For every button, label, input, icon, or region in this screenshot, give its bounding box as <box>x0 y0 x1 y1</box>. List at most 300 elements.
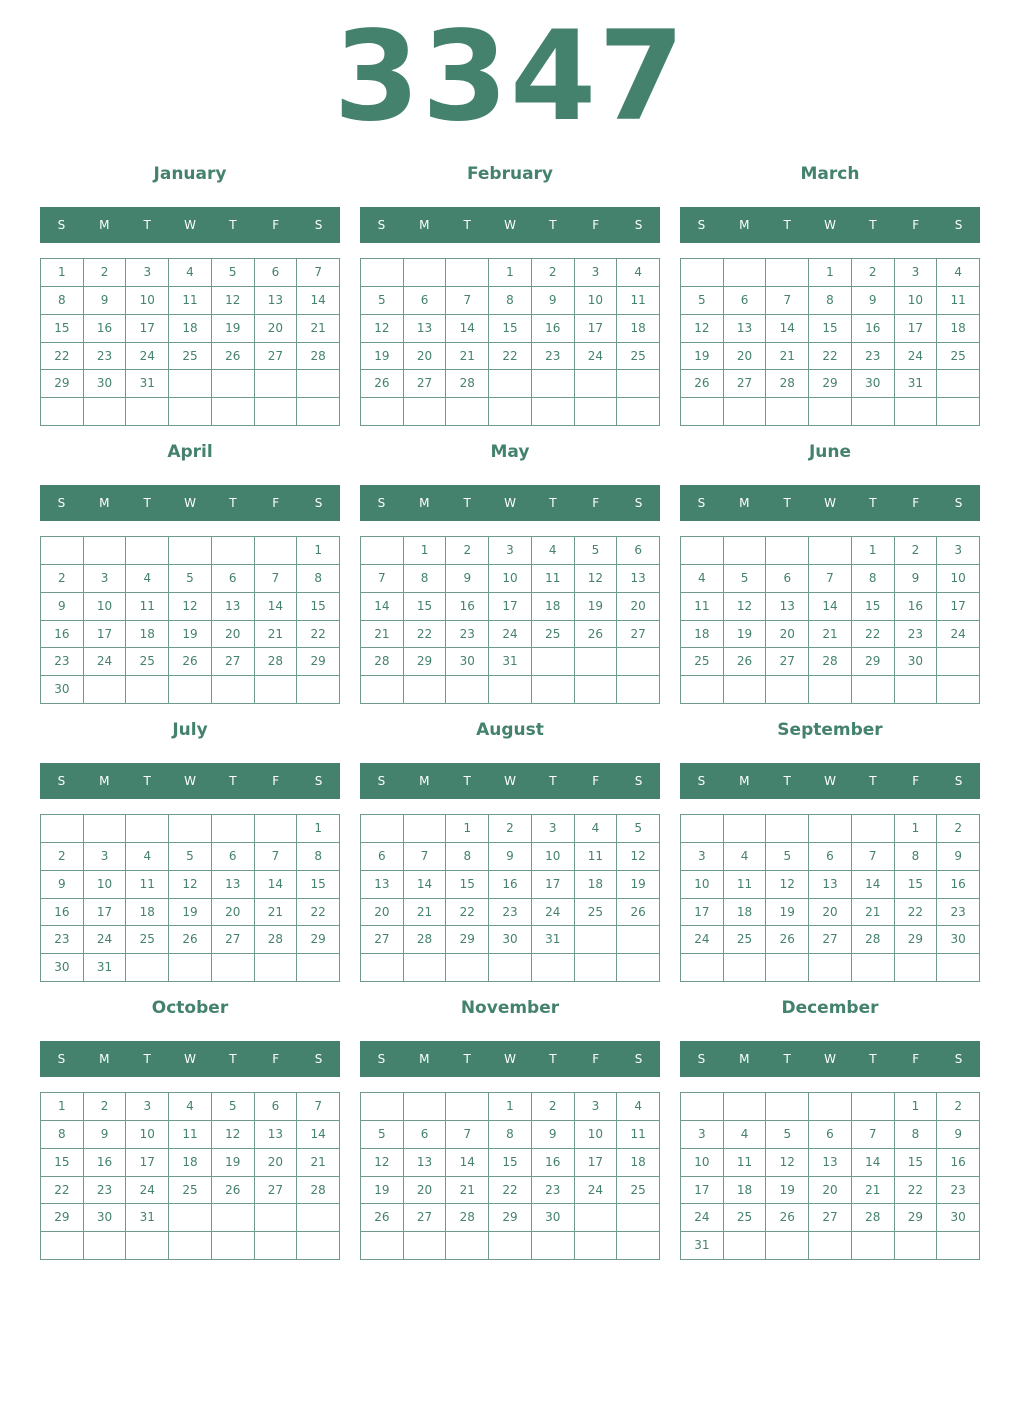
weekday-label: S <box>954 1052 963 1066</box>
day-cell: 10 <box>681 1149 724 1177</box>
day-cell: 7 <box>297 1093 340 1121</box>
empty-day-cell <box>617 1232 660 1260</box>
month-title: March <box>800 164 860 184</box>
day-cell: 26 <box>212 343 255 371</box>
weekday-label: S <box>314 774 323 788</box>
month-title: December <box>781 998 879 1018</box>
weekday-label: S <box>377 774 386 788</box>
weekday-label: W <box>184 1052 196 1066</box>
empty-day-cell <box>617 954 660 982</box>
day-cell: 7 <box>255 565 298 593</box>
day-cell: 27 <box>255 1177 298 1205</box>
day-cell: 3 <box>532 815 575 843</box>
day-cell: 5 <box>212 259 255 287</box>
day-cell: 27 <box>617 621 660 649</box>
day-cell: 28 <box>446 1204 489 1232</box>
empty-day-cell <box>126 815 169 843</box>
day-cell: 26 <box>169 648 212 676</box>
weekday-header <box>40 207 340 243</box>
weekday-label: T <box>463 774 471 788</box>
empty-day-cell <box>446 1232 489 1260</box>
empty-day-cell <box>255 537 298 565</box>
day-cell: 13 <box>809 871 852 899</box>
day-cell: 10 <box>575 287 618 315</box>
empty-day-cell <box>446 259 489 287</box>
day-cell: 19 <box>766 1177 809 1205</box>
day-cell: 28 <box>255 648 298 676</box>
empty-day-cell <box>84 537 127 565</box>
empty-day-cell <box>852 1093 895 1121</box>
weekday-header <box>360 763 660 799</box>
empty-day-cell <box>489 370 532 398</box>
day-cell: 12 <box>575 565 618 593</box>
day-grid <box>680 536 980 704</box>
month-title: November <box>460 998 560 1018</box>
day-cell: 27 <box>255 343 298 371</box>
day-cell: 23 <box>446 621 489 649</box>
weekday-label: S <box>697 218 706 232</box>
weekday-label: T <box>783 1052 791 1066</box>
day-cell: 5 <box>681 287 724 315</box>
empty-day-cell <box>41 815 84 843</box>
empty-day-cell <box>361 1232 404 1260</box>
day-cell: 20 <box>404 343 447 371</box>
day-cell: 14 <box>297 287 340 315</box>
day-cell: 8 <box>297 843 340 871</box>
day-cell: 30 <box>41 954 84 982</box>
day-cell: 28 <box>361 648 404 676</box>
day-cell: 28 <box>852 1204 895 1232</box>
empty-day-cell <box>809 1093 852 1121</box>
day-cell: 24 <box>681 1204 724 1232</box>
weekday-label: S <box>954 218 963 232</box>
day-cell: 7 <box>809 565 852 593</box>
day-cell: 31 <box>84 954 127 982</box>
weekday-label: S <box>634 218 643 232</box>
day-cell: 3 <box>681 1121 724 1149</box>
day-cell: 30 <box>41 676 84 704</box>
empty-day-cell <box>532 676 575 704</box>
day-cell: 9 <box>41 593 84 621</box>
day-cell: 3 <box>84 843 127 871</box>
day-cell: 18 <box>724 1177 767 1205</box>
day-cell: 11 <box>532 565 575 593</box>
day-cell: 1 <box>895 815 938 843</box>
day-cell: 22 <box>41 1177 84 1205</box>
day-cell: 19 <box>724 621 767 649</box>
day-cell: 13 <box>361 871 404 899</box>
empty-day-cell <box>404 259 447 287</box>
empty-day-cell <box>617 926 660 954</box>
day-cell: 17 <box>575 315 618 343</box>
day-cell: 20 <box>809 899 852 927</box>
weekday-label: T <box>549 1052 557 1066</box>
empty-day-cell <box>404 676 447 704</box>
empty-day-cell <box>169 537 212 565</box>
day-cell: 10 <box>489 565 532 593</box>
day-cell: 3 <box>575 1093 618 1121</box>
weekday-header <box>680 1041 980 1077</box>
day-cell: 2 <box>937 815 980 843</box>
day-cell: 30 <box>937 926 980 954</box>
day-cell: 12 <box>681 315 724 343</box>
day-cell: 29 <box>41 1204 84 1232</box>
day-cell: 18 <box>169 315 212 343</box>
empty-day-cell <box>681 259 724 287</box>
empty-day-cell <box>297 398 340 426</box>
day-cell: 11 <box>617 1121 660 1149</box>
day-cell: 13 <box>809 1149 852 1177</box>
empty-day-cell <box>852 1232 895 1260</box>
empty-day-cell <box>575 398 618 426</box>
empty-day-cell <box>212 1232 255 1260</box>
weekday-label: F <box>272 496 280 510</box>
weekday-label: M <box>739 774 750 788</box>
day-cell: 21 <box>361 621 404 649</box>
day-cell: 24 <box>937 621 980 649</box>
day-cell: 4 <box>681 565 724 593</box>
weekday-label: T <box>229 1052 237 1066</box>
empty-day-cell <box>446 676 489 704</box>
day-cell: 23 <box>489 899 532 927</box>
day-cell: 12 <box>361 315 404 343</box>
day-cell: 3 <box>937 537 980 565</box>
day-cell: 23 <box>937 899 980 927</box>
weekday-label: S <box>314 496 323 510</box>
empty-day-cell <box>937 954 980 982</box>
day-cell: 3 <box>681 843 724 871</box>
day-cell: 25 <box>724 1204 767 1232</box>
day-cell: 15 <box>489 1149 532 1177</box>
month-july <box>40 714 340 984</box>
day-cell: 17 <box>937 593 980 621</box>
weekday-label: F <box>912 1052 920 1066</box>
day-cell: 27 <box>212 926 255 954</box>
empty-day-cell <box>766 815 809 843</box>
weekday-label: S <box>57 496 66 510</box>
day-cell: 20 <box>404 1177 447 1205</box>
day-cell: 2 <box>532 259 575 287</box>
empty-day-cell <box>255 370 298 398</box>
day-cell: 3 <box>126 259 169 287</box>
weekday-label: T <box>143 218 151 232</box>
empty-day-cell <box>766 398 809 426</box>
empty-day-cell <box>297 1232 340 1260</box>
empty-day-cell <box>169 954 212 982</box>
day-cell: 22 <box>489 343 532 371</box>
empty-day-cell <box>361 676 404 704</box>
month-title: January <box>153 164 227 184</box>
day-cell: 20 <box>212 899 255 927</box>
day-cell: 14 <box>766 315 809 343</box>
empty-day-cell <box>489 398 532 426</box>
empty-day-cell <box>361 815 404 843</box>
day-cell: 1 <box>404 537 447 565</box>
day-cell: 22 <box>489 1177 532 1205</box>
day-cell: 4 <box>126 843 169 871</box>
day-cell: 16 <box>489 871 532 899</box>
day-cell: 27 <box>361 926 404 954</box>
day-cell: 2 <box>895 537 938 565</box>
weekday-label: W <box>504 218 516 232</box>
day-grid <box>40 536 340 704</box>
day-cell: 2 <box>41 565 84 593</box>
day-cell: 3 <box>84 565 127 593</box>
weekday-label: S <box>377 1052 386 1066</box>
empty-day-cell <box>361 954 404 982</box>
weekday-label: W <box>504 1052 516 1066</box>
day-cell: 10 <box>937 565 980 593</box>
day-cell: 4 <box>126 565 169 593</box>
day-cell: 7 <box>852 843 895 871</box>
empty-day-cell <box>212 676 255 704</box>
empty-day-cell <box>126 1232 169 1260</box>
day-cell: 26 <box>724 648 767 676</box>
day-cell: 12 <box>212 1121 255 1149</box>
day-cell: 10 <box>681 871 724 899</box>
weekday-header <box>680 207 980 243</box>
empty-day-cell <box>852 815 895 843</box>
day-cell: 5 <box>724 565 767 593</box>
month-august <box>360 714 660 984</box>
day-cell: 9 <box>489 843 532 871</box>
day-cell: 1 <box>489 259 532 287</box>
day-cell: 21 <box>255 899 298 927</box>
day-grid <box>680 258 980 426</box>
empty-day-cell <box>575 1204 618 1232</box>
day-cell: 14 <box>255 871 298 899</box>
day-grid <box>40 814 340 982</box>
weekday-header <box>360 1041 660 1077</box>
empty-day-cell <box>809 954 852 982</box>
empty-day-cell <box>255 676 298 704</box>
day-cell: 2 <box>84 259 127 287</box>
empty-day-cell <box>84 1232 127 1260</box>
day-grid <box>360 1092 660 1260</box>
empty-day-cell <box>361 537 404 565</box>
day-cell: 16 <box>41 621 84 649</box>
weekday-label: S <box>57 218 66 232</box>
day-cell: 2 <box>489 815 532 843</box>
day-cell: 17 <box>681 1177 724 1205</box>
day-cell: 8 <box>895 843 938 871</box>
day-cell: 13 <box>255 287 298 315</box>
empty-day-cell <box>937 370 980 398</box>
day-cell: 16 <box>937 871 980 899</box>
day-cell: 4 <box>617 1093 660 1121</box>
day-cell: 22 <box>446 899 489 927</box>
day-cell: 15 <box>41 1149 84 1177</box>
day-cell: 13 <box>617 565 660 593</box>
empty-day-cell <box>532 1232 575 1260</box>
day-cell: 1 <box>895 1093 938 1121</box>
day-cell: 18 <box>617 1149 660 1177</box>
day-cell: 20 <box>255 1149 298 1177</box>
weekday-label: F <box>592 1052 600 1066</box>
day-cell: 5 <box>575 537 618 565</box>
day-cell: 29 <box>895 926 938 954</box>
empty-day-cell <box>575 1232 618 1260</box>
day-cell: 17 <box>575 1149 618 1177</box>
day-cell: 28 <box>766 370 809 398</box>
day-cell: 24 <box>681 926 724 954</box>
day-cell: 25 <box>126 926 169 954</box>
weekday-label: S <box>697 496 706 510</box>
day-cell: 29 <box>446 926 489 954</box>
day-cell: 30 <box>852 370 895 398</box>
day-cell: 17 <box>532 871 575 899</box>
empty-day-cell <box>724 398 767 426</box>
empty-day-cell <box>937 1232 980 1260</box>
day-cell: 11 <box>575 843 618 871</box>
weekday-label: T <box>463 218 471 232</box>
weekday-label: S <box>634 774 643 788</box>
empty-day-cell <box>937 648 980 676</box>
day-cell: 15 <box>297 871 340 899</box>
weekday-label: S <box>697 1052 706 1066</box>
day-cell: 10 <box>126 287 169 315</box>
day-cell: 19 <box>169 621 212 649</box>
day-cell: 20 <box>255 315 298 343</box>
empty-day-cell <box>212 398 255 426</box>
month-november <box>360 992 660 1262</box>
day-cell: 6 <box>255 259 298 287</box>
day-cell: 26 <box>361 370 404 398</box>
day-cell: 11 <box>169 1121 212 1149</box>
month-title: February <box>466 164 554 184</box>
month-february <box>360 158 660 428</box>
day-cell: 15 <box>895 1149 938 1177</box>
day-cell: 4 <box>617 259 660 287</box>
empty-day-cell <box>617 398 660 426</box>
day-cell: 8 <box>852 565 895 593</box>
empty-day-cell <box>361 1093 404 1121</box>
month-october <box>40 992 340 1262</box>
day-cell: 18 <box>126 621 169 649</box>
day-cell: 7 <box>446 1121 489 1149</box>
day-cell: 26 <box>617 899 660 927</box>
weekday-label: M <box>99 1052 110 1066</box>
day-cell: 6 <box>809 843 852 871</box>
day-cell: 6 <box>724 287 767 315</box>
day-cell: 7 <box>297 259 340 287</box>
day-cell: 22 <box>852 621 895 649</box>
empty-day-cell <box>766 1093 809 1121</box>
day-cell: 27 <box>404 1204 447 1232</box>
day-cell: 8 <box>404 565 447 593</box>
day-cell: 23 <box>895 621 938 649</box>
day-cell: 4 <box>169 1093 212 1121</box>
day-cell: 9 <box>937 1121 980 1149</box>
day-cell: 11 <box>937 287 980 315</box>
day-cell: 26 <box>575 621 618 649</box>
empty-day-cell <box>681 537 724 565</box>
day-cell: 12 <box>212 287 255 315</box>
day-cell: 2 <box>41 843 84 871</box>
day-cell: 30 <box>937 1204 980 1232</box>
empty-day-cell <box>297 370 340 398</box>
empty-day-cell <box>617 370 660 398</box>
day-cell: 29 <box>404 648 447 676</box>
day-cell: 20 <box>766 621 809 649</box>
weekday-label: T <box>869 774 877 788</box>
empty-day-cell <box>361 398 404 426</box>
empty-day-cell <box>724 1232 767 1260</box>
weekday-label: S <box>634 1052 643 1066</box>
month-march <box>680 158 980 428</box>
day-cell: 20 <box>809 1177 852 1205</box>
day-cell: 23 <box>41 926 84 954</box>
day-cell: 5 <box>766 1121 809 1149</box>
day-cell: 8 <box>489 287 532 315</box>
day-cell: 11 <box>126 593 169 621</box>
day-cell: 14 <box>297 1121 340 1149</box>
day-cell: 8 <box>809 287 852 315</box>
month-title: May <box>490 442 530 462</box>
weekday-label: S <box>377 218 386 232</box>
day-cell: 24 <box>575 343 618 371</box>
day-cell: 30 <box>84 1204 127 1232</box>
day-cell: 9 <box>84 287 127 315</box>
day-cell: 25 <box>169 343 212 371</box>
day-cell: 11 <box>724 871 767 899</box>
day-cell: 5 <box>169 843 212 871</box>
day-cell: 27 <box>766 648 809 676</box>
weekday-label: T <box>549 496 557 510</box>
day-cell: 28 <box>404 926 447 954</box>
day-cell: 30 <box>489 926 532 954</box>
month-june <box>680 436 980 706</box>
day-cell: 19 <box>169 899 212 927</box>
day-cell: 8 <box>895 1121 938 1149</box>
weekday-label: T <box>229 774 237 788</box>
day-cell: 26 <box>681 370 724 398</box>
day-cell: 2 <box>446 537 489 565</box>
empty-day-cell <box>809 1232 852 1260</box>
day-cell: 21 <box>809 621 852 649</box>
empty-day-cell <box>766 676 809 704</box>
empty-day-cell <box>404 1232 447 1260</box>
empty-day-cell <box>404 398 447 426</box>
day-cell: 31 <box>126 1204 169 1232</box>
day-cell: 5 <box>766 843 809 871</box>
day-cell: 23 <box>532 1177 575 1205</box>
empty-day-cell <box>212 1204 255 1232</box>
weekday-label: W <box>824 1052 836 1066</box>
day-cell: 13 <box>766 593 809 621</box>
day-cell: 10 <box>575 1121 618 1149</box>
weekday-label: F <box>912 218 920 232</box>
day-cell: 20 <box>212 621 255 649</box>
day-cell: 9 <box>532 287 575 315</box>
day-cell: 19 <box>617 871 660 899</box>
day-cell: 9 <box>937 843 980 871</box>
day-cell: 5 <box>361 1121 404 1149</box>
empty-day-cell <box>895 398 938 426</box>
day-cell: 15 <box>41 315 84 343</box>
weekday-label: S <box>57 1052 66 1066</box>
year-title: 3347 <box>333 5 687 149</box>
empty-day-cell <box>895 676 938 704</box>
day-cell: 22 <box>809 343 852 371</box>
weekday-label: W <box>504 774 516 788</box>
day-cell: 19 <box>212 315 255 343</box>
day-cell: 18 <box>169 1149 212 1177</box>
empty-day-cell <box>126 676 169 704</box>
day-grid <box>680 1092 980 1260</box>
weekday-header <box>680 485 980 521</box>
day-cell: 15 <box>404 593 447 621</box>
